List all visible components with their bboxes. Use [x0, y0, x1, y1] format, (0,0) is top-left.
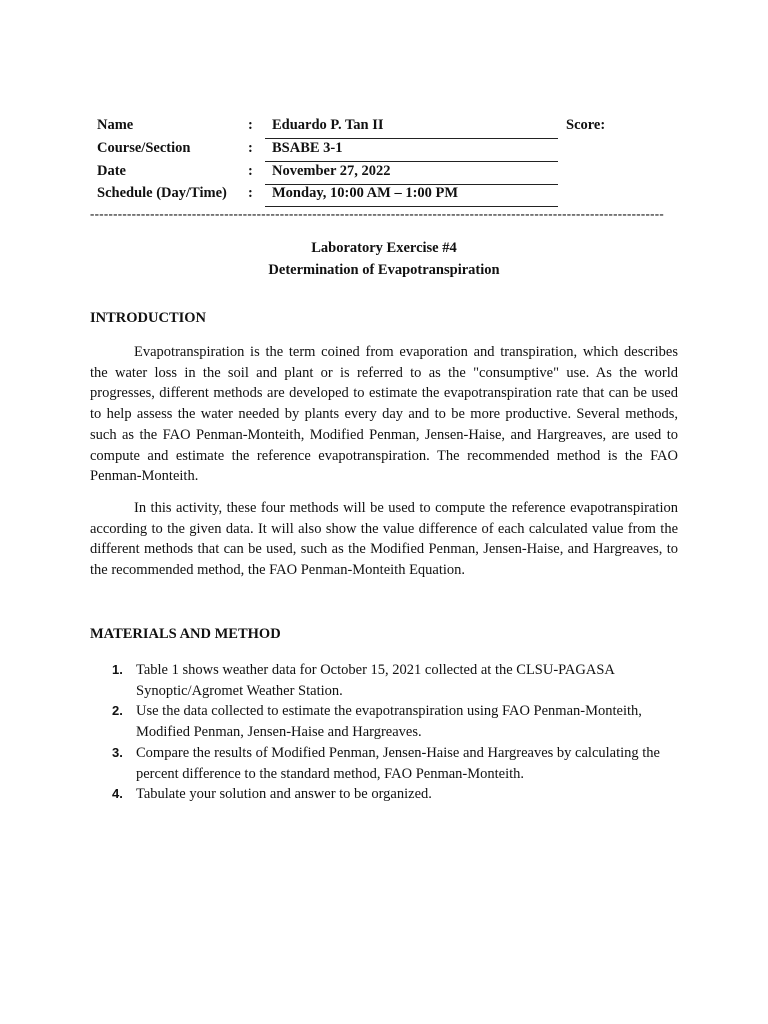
method-step — [90, 701, 678, 742]
name-colon: : — [248, 117, 253, 133]
schedule-colon: : — [248, 185, 253, 201]
date-colon: : — [248, 163, 253, 179]
exercise-title: Determination of Evapotranspiration — [268, 262, 500, 278]
schedule-value: Monday, 10:00 AM – 1:00 PM — [265, 185, 558, 207]
date-value: November 27, 2022 — [265, 163, 558, 185]
method-step — [90, 660, 678, 701]
course-section-value: BSABE 3-1 — [265, 140, 558, 162]
dashed-divider: ---------------------------------------------------------------------------------------------------------------------------- — [90, 206, 665, 221]
score-label: Score: — [566, 117, 606, 133]
course-section-label: Course/Section — [97, 140, 191, 156]
step-number: 1. — [112, 662, 123, 677]
step-text: Tabulate your solution and answer to be organized. — [136, 786, 432, 803]
schedule-label: Schedule (Day/Time) — [97, 185, 227, 201]
materials-method-heading: MATERIALS AND METHOD — [90, 626, 281, 642]
step-number: 4. — [112, 786, 123, 802]
step-number: 2. — [112, 703, 123, 719]
introduction-heading: INTRODUCTION — [90, 310, 207, 326]
introduction-paragraph-2: In this activity, these four methods will be used to compute the reference evapotranspiration according to the given data. It will also show the value difference of each calculated value from the different methods that can be used, such as the Modified Penman, Jensen-Haise, and Hargreaves, to the recommended method, the FAO Penman-Monteith Equation. — [90, 500, 678, 579]
method-step — [90, 784, 678, 805]
method-step — [90, 743, 678, 784]
method-steps-list — [90, 660, 678, 805]
name-label: Name — [97, 117, 134, 133]
step-text: Use the data collected to estimate the evapotranspiration using FAO Penman-Monteith, Modified Penman, Jensen-Haise and Hargreaves. — [136, 703, 642, 741]
exercise-number: Laboratory Exercise #4 — [311, 240, 457, 256]
introduction-paragraph-1: Evapotranspiration is the term coined from evaporation and transpiration, which describes the water loss in the soil and plant or is referred to as the "consumptive" use. As the world progresses, different methods are developed to estimate the evapotranspiration rate that can be used to help assess the water needed by plants every day and to be more productive. Several methods, such as the FAO Penman-Monteith, Modified Penman, Jensen-Haise, and Hargreaves, are used to compute and estimate the reference evapotranspiration. The recommended method is the FAO Penman-Monteith. — [90, 344, 678, 485]
step-text: Table 1 shows weather data for October 15, 2021 collected at the CLSU-PAGASA Synoptic/Agromet Weather Station. — [136, 662, 615, 699]
step-number: 3. — [112, 744, 123, 760]
course-section-colon: : — [248, 140, 253, 156]
date-label: Date — [97, 163, 126, 179]
name-value: Eduardo P. Tan II — [265, 117, 558, 139]
step-text: Compare the results of Modified Penman, Jensen-Haise and Hargreaves by calculating the percent difference to the standard method, FAO Penman-Monteith. — [136, 744, 660, 782]
